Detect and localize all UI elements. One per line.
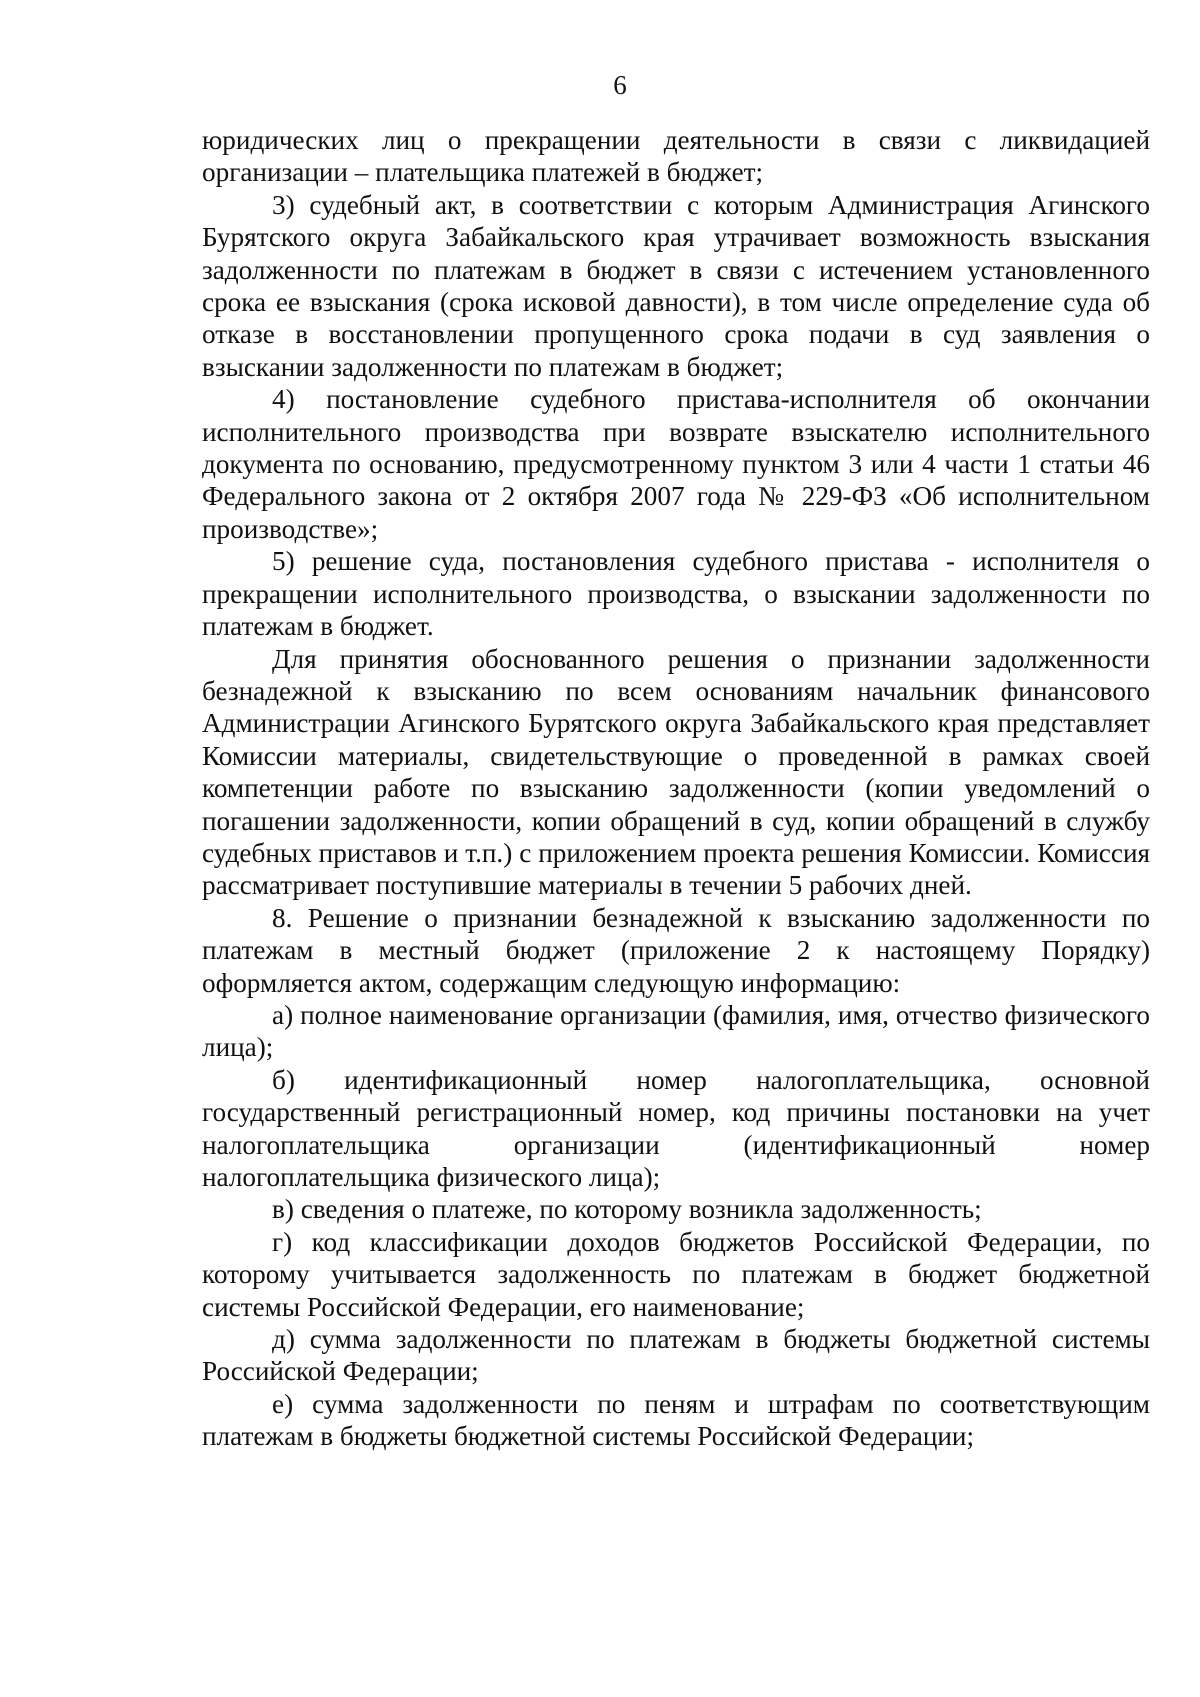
sub-item-d: д) сумма задолженности по платежам в бюджеты бюджетной системы Российской Федерации;: [202, 1324, 1150, 1387]
list-item-5: 5) решение суда, постановления судебного пристава - исполнителя о прекращении исполнительного производства, о взыскании задолженности по платежам в бюджет.: [202, 546, 1150, 642]
paragraph-continuation: юридических лиц о прекращении деятельности в связи с ликвидацией организации – плательщика платежей в бюджет;: [202, 125, 1150, 188]
sub-item-a: а) полное наименование организации (фамилия, имя, отчество физического лица);: [202, 999, 1150, 1063]
sub-item-e: е) сумма задолженности по пеням и штрафам по соответствующим платежам в бюджеты бюджетной системы Российской Федерации;: [202, 1388, 1150, 1452]
document-body: [202, 124, 1150, 1453]
sub-item-v: в) сведения о платеже, по которому возникла задолженность;: [272, 1194, 982, 1225]
sub-item-b: б) идентификационный номер налогоплательщика, основной государственный регистрационный номер, код причины постановки на учет налогоплательщика организации (идентификационный номер налогоплательщика физического лица);: [202, 1064, 1150, 1192]
section-item-8: 8. Решение о признании безнадежной к взысканию задолженности по платежам в местный бюджет (приложение 2 к настоящему Порядку) оформляется актом, содержащим следующую информацию:: [202, 902, 1150, 998]
paragraph-decision-materials: Для принятия обоснованного решения о признании задолженности безнадежной к взысканию по всем основаниям начальник финансового Администрации Агинского Бурятского округа Забайкальского края представляет Комиссии материалы, свидетельствующие о проведенной в рамках своей компетенции работе по взысканию задолженности (копии уведомлений о погашении задолженности, копии обращений в суд, копии обращений в службу судебных приставов и т.п.) с приложением проекта решения Комиссии. Комиссия рассматривает поступившие материалы в течении 5 рабочих дней.: [202, 643, 1150, 901]
page-number: 6: [613, 70, 627, 100]
list-item-3: 3) судебный акт, в соответствии с которым Администрация Агинского Бурятского округа Забайкальского края утрачивает возможность взыскания задолженности по платежам в бюджет в связи с истечением установленного срока ее взыскания (срока исковой давности), в том числе определение суда об отказе в восстановлении пропущенного срока подачи в суд заявления о взыскании задолженности по платежам в бюджет;: [202, 189, 1150, 382]
sub-item-g: г) код классификации доходов бюджетов Российской Федерации, по которому учитывается задолженность по платежам в бюджет бюджетной системы Российской Федерации, его наименование;: [202, 1226, 1150, 1322]
list-item-4: 4) постановление судебного пристава-исполнителя об окончании исполнительного производства при возврате взыскателю исполнительного документа по основанию, предусмотренному пунктом 3 или 4 части 1 статьи 46 Федерального закона от 2 октября 2007 года № 229-ФЗ «Об исполнительном производстве»;: [202, 384, 1150, 544]
